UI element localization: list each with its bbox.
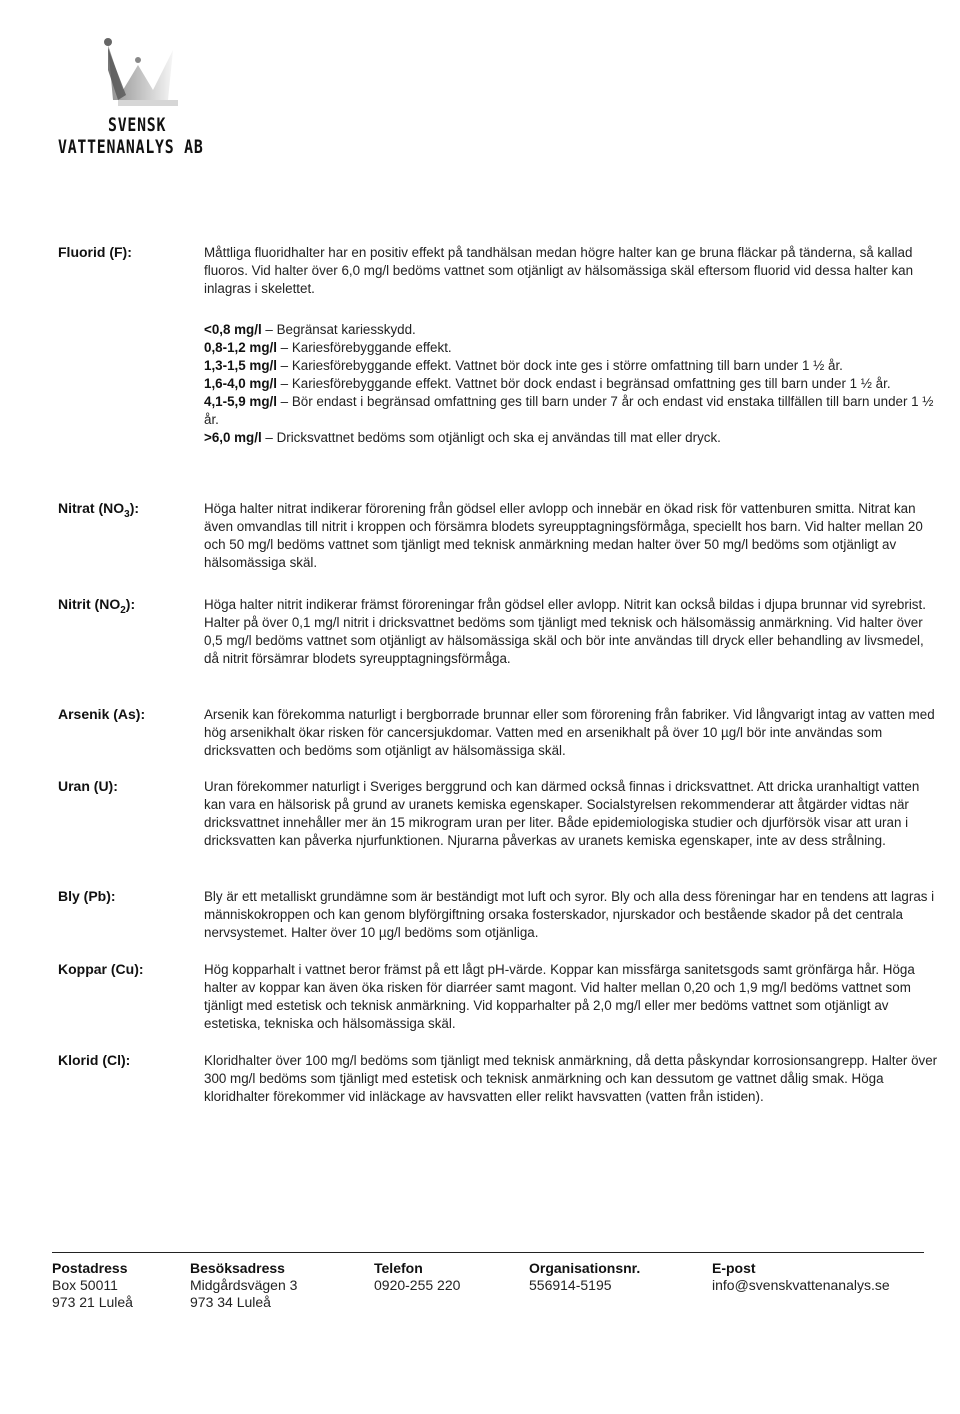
level-desc: – Begränsat kariesskydd. — [261, 322, 416, 337]
footer-line: 556914-5195 — [529, 1277, 612, 1293]
footer-line: 973 21 Luleå — [52, 1294, 133, 1310]
logo-text-line2: VATTENANALYS AB — [58, 136, 204, 158]
footer-postal — [52, 1260, 133, 1311]
section-label: Koppar (Cu): — [58, 961, 144, 977]
fluoride-levels-list — [204, 321, 939, 447]
section-text: Hög kopparhalt i vattnet beror främst på ett lågt pH-värde. Koppar kan missfärga sanitetsgods samt grönfärga hår. Höga halter av koppar kan även öka risken för diarréer samt magont. Vid halter mellan 0,20 och 1,9 mg/l bedöms vattnet som tjänligt med estetisk och teknisk anmärkning. Vid kopparhalter på 2,0 mg/l eller mer bedöms vattnet som otjänligt av estetiska, tekniska och hälsomässiga skäl. — [204, 962, 915, 1031]
footer-orgnr — [529, 1260, 640, 1294]
level-range: 1,6-4,0 mg/l — [204, 376, 277, 391]
list-item — [204, 375, 939, 393]
level-desc: – Kariesförebyggande effekt. — [276, 340, 452, 355]
section-text: Höga halter nitrat indikerar förorening från gödsel eller avlopp och innebär en ökad risk för vattenburen smitta. Nitrat kan även omvandlas till nitrit i kroppen och försämra blodets syreupptagningsförmåga, speciellt hos barn. Vid halter mellan 20 och 50 mg/l bedöms vattnet som tjänligt med teknisk anmärkning medan halter över 50 mg/l bedöms som otjänligt av hälsomässiga skäl. — [204, 501, 923, 570]
footer-phone — [374, 1260, 460, 1294]
footer-line: Midgårdsvägen 3 — [190, 1277, 298, 1293]
level-desc: – Kariesförebyggande effekt. Vattnet bör dock inte ges i större omfattning till barn under 1 ½ år. — [276, 358, 843, 373]
footer-visit — [190, 1260, 297, 1311]
list-item — [204, 357, 939, 375]
section-text: Arsenik kan förekomma naturligt i bergborrade brunnar eller som förorening från fabriker. Vid långvarigt intag av vatten med hög arsenikhalt ökar risken för cancersjukdomar. Vatten med en arsenikhalt på över 10 µg/l bör inte användas som dricksvatten och bedöms som otjänligt av hälsomässiga skäl. — [204, 707, 935, 758]
footer-line: Box 50011 — [52, 1277, 118, 1293]
logo-text-line1: SVENSK — [108, 114, 167, 136]
section-label: Nitrat $(NO_3)$: — [58, 500, 140, 520]
list-item — [204, 321, 939, 339]
level-range: 1,3-1,5 mg/l — [204, 358, 277, 373]
company-logo — [58, 30, 228, 160]
level-desc: – Kariesförebyggande effekt. Vattnet bör dock endast i begränsad omfattning ges till barn under 1 ½ år. — [276, 376, 891, 391]
footer-heading: Organisationsnr. — [529, 1260, 641, 1276]
list-item — [204, 429, 939, 447]
section-text: Bly är ett metalliskt grundämne som är beständigt mot luft och syror. Bly och alla dess föreningar har en tendens att lagras i människokroppen och kan genom blyförgiftning orsaka fosterskador, njurskador och bestående skador på det centrala nervsystemet. Halter över 10 µg/l bedöms som otjänliga. — [204, 889, 935, 940]
level-desc: – Bör endast i begränsad omfattning ges till barn under 7 år och endast vid enstaka tillfällen till barn under 1 ½ år. — [204, 394, 934, 427]
section-text: Höga halter nitrit indikerar främst föroreningar från gödsel eller avlopp. Nitrit kan också bildas i djupa brunnar vid syrebrist. Halter på över 0,1 mg/l nitrit i dricksvattnet bedöms som tjänligt med teknisk och hälsomässig anmärkning. Vid halter över 0,5 mg/l bedöms vattnet som otjänligt av hälsomässiga skäl och bör inte användas till dryck eller behandling av livsmedel, då nitrit försämrar blodets syreupptagningsförmåga. — [204, 597, 926, 666]
level-desc: – Dricksvattnet bedöms som otjänligt och ska ej användas till mat eller dryck. — [261, 430, 721, 445]
section-label: Nitrit $(NO_2)$: — [58, 596, 136, 616]
section-text: Uran förekommer naturligt i Sveriges berggrund och kan därmed också finnas i dricksvattnet. Att dricka uranhaltigt vatten kan vara en hälsorisk på grund av uranets kemiska egenskaper. Socialstyrelsen rekommenderar att åtgärder vidtas när dricksvattnet innehåller mer än 15 mikrogram uran per liter. Både epidemiologiska studier och djurförsök visar att uran i dricksvatten kan påverka njurfunktionen. Njurarna påverkas av uranets kemiska egenskaper, inte av dess strålning. — [204, 779, 920, 848]
section-label: Uran (U): — [58, 778, 118, 794]
footer-heading: Telefon — [374, 1260, 423, 1276]
section-text: Måttliga fluoridhalter har en positiv effekt på tandhälsan medan högre halter kan ge bruna fläckar på tänderna, så kallad fluoros. Vid halter över 6,0 mg/l bedöms vattnet som otjänligt av hälsomässiga skäl eftersom fluorid vid dessa halter kan inlagras i skelettet. — [204, 245, 914, 296]
section-label: Bly (Pb): — [58, 888, 116, 904]
email-link[interactable]: info@svenskvattenanalys.se — [712, 1277, 890, 1293]
footer-heading: Postadress — [52, 1260, 128, 1276]
footer-heading: E-post — [712, 1260, 756, 1276]
level-range: 0,8-1,2 mg/l — [204, 340, 277, 355]
crown-icon — [78, 30, 228, 110]
footer-line: 0920-255 220 — [374, 1277, 461, 1293]
footer-email — [712, 1260, 890, 1294]
section-label: Klorid (Cl): — [58, 1052, 131, 1068]
level-range: 4,1-5,9 mg/l — [204, 394, 277, 409]
list-item — [204, 339, 939, 357]
section-label: Arsenik (As): — [58, 706, 146, 722]
level-range: >6,0 mg/l — [204, 430, 262, 445]
footer-heading: Besöksadress — [190, 1260, 285, 1276]
list-item — [204, 393, 939, 429]
footer-line: 973 34 Luleå — [190, 1294, 271, 1310]
footer — [52, 1252, 924, 1315]
level-range: <0,8 mg/l — [204, 322, 262, 337]
section-label: Fluorid (F): — [58, 244, 132, 260]
section-text: Kloridhalter över 100 mg/l bedöms som tjänligt med teknisk anmärkning, då detta påskyndar korrosionsangrepp. Halter över 300 mg/l bedöms som tjänligt med estetisk och teknisk anmärkning och kan dessutom ge vattnet dålig smak. Höga kloridhalter förekommer vid inläckage av havsvatten eller relikt havsvatten (vatten från istiden). — [204, 1053, 938, 1104]
